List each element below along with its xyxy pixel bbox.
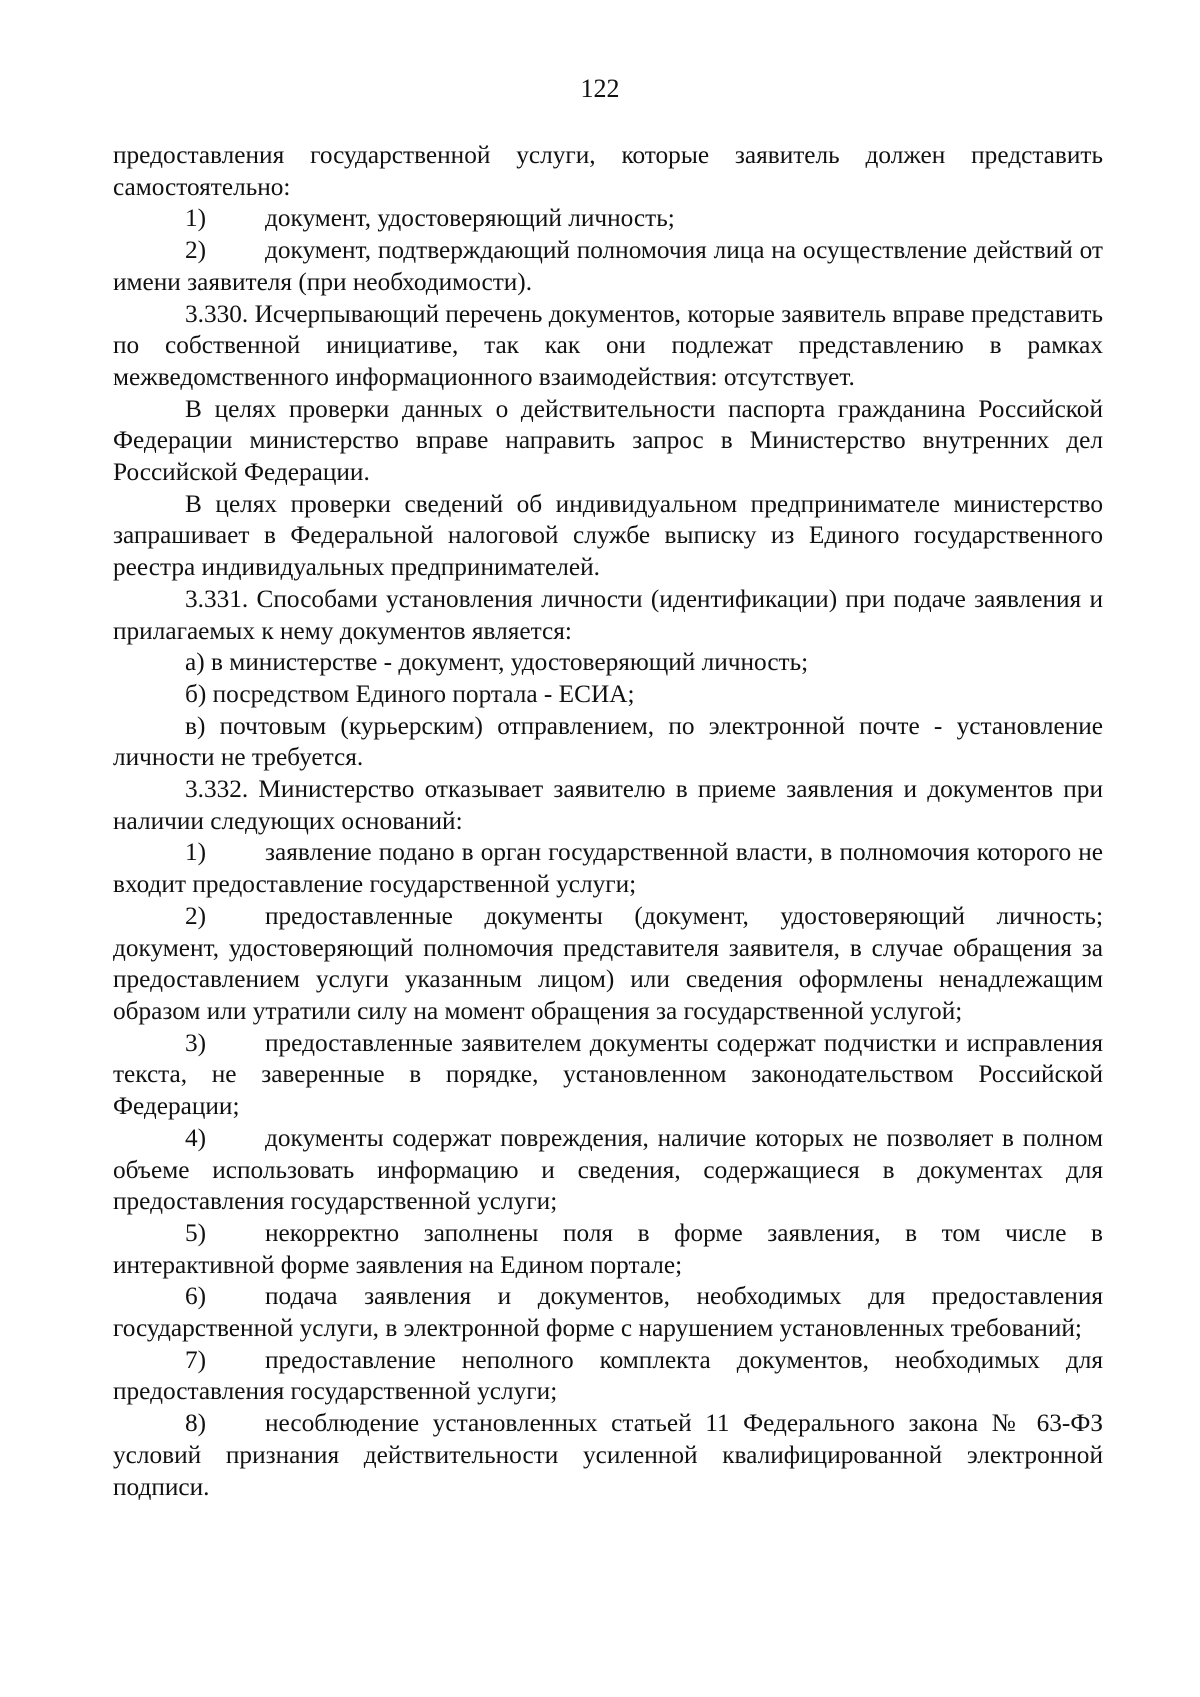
list-item (113, 1408, 1103, 1503)
list-item (113, 1123, 1103, 1218)
list-item-text: предоставление неполного комплекта документов, необходимых для предоставления государственной услуги; (113, 1345, 1103, 1406)
paragraph-3-332: 3.332. Министерство отказывает заявителю в приеме заявления и документов при наличии следующих оснований: (113, 775, 1103, 835)
paragraph-option-a: а) в министерстве - документ, удостоверяющий личность; (185, 648, 809, 677)
list-item-text: заявление подано в орган государственной власти, в полномочия которого не входит предоставление государственной услуги; (113, 838, 1103, 899)
list-item-text: предоставленные документы (документ, удостоверяющий личность; документ, удостоверяющий полномочия представителя заявителя, в случае обращения за предоставлением услуги указанным лицом) или сведения оформлены ненадлежащим образом или утратили силу на момент обращения за государственной услугой; (113, 901, 1103, 1025)
list-item-text: документ, удостоверяющий личность; (265, 204, 675, 233)
paragraph-passport-check: В целях проверки данных о действительности паспорта гражданина Российской Федерации министерство вправе направить запрос в Министерство внутренних дел Российской Федерации. (113, 394, 1103, 487)
list-item-number: 7) (185, 1345, 207, 1374)
list-item-number: 8) (185, 1409, 207, 1438)
list-item-number: 4) (185, 1123, 207, 1152)
list-item (113, 1345, 1103, 1408)
list-item-number: 6) (185, 1282, 207, 1311)
paragraph-3-330: 3.330. Исчерпывающий перечень документов, которые заявитель вправе представить по собственной инициативе, так как они подлежат представлению в рамках межведомственного информационного взаимодействия: отсутствует. (113, 299, 1103, 391)
document-body (113, 140, 1103, 1503)
list-item-number: 5) (185, 1218, 207, 1247)
list-item (113, 1218, 1103, 1281)
list-item (113, 235, 1103, 298)
list-item-text: документы содержат повреждения, наличие которых не позволяет в полном объеме использовать информацию и сведения, содержащиеся в документах для предоставления государственной услуги; (113, 1123, 1103, 1216)
list-item (113, 837, 1103, 900)
list-item-text: предоставленные заявителем документы содержат подчистки и исправления текста, не заверенные в порядке, установленном законодательством Российской Федерации; (113, 1028, 1103, 1121)
paragraph-option-b: б) посредством Единого портала - ЕСИА; (185, 679, 635, 708)
list-item-text: подача заявления и документов, необходимых для предоставления государственной услуги, в электронной форме с нарушением установленных требований; (113, 1282, 1103, 1343)
list-item-text: документ, подтверждающий полномочия лица на осуществление действий от имени заявителя (при необходимости). (113, 236, 1103, 296)
list-item-number: 2) (185, 901, 207, 930)
list-item-number: 3) (185, 1028, 207, 1057)
list-item (113, 1028, 1103, 1123)
paragraph-3-331: 3.331. Способами установления личности (идентификации) при подаче заявления и прилагаемых к нему документов является: (113, 584, 1103, 645)
list-item-number: 1) (185, 838, 207, 867)
paragraph-entrepreneur-check: В целях проверки сведений об индивидуальном предпринимателе министерство запрашивает в Федеральной налоговой службе выписку из Единого государственного реестра индивидуальных предпринимателей. (113, 489, 1103, 582)
list-item-text: несоблюдение установленных статьей 11 Федерального закона № 63-ФЗ условий признания действительности усиленной квалифицированной электронной подписи. (113, 1409, 1103, 1501)
list-item (113, 1281, 1103, 1344)
list-item (113, 203, 1103, 235)
paragraph-continuation: предоставления государственной услуги, которые заявитель должен представить самостоятельно: (113, 141, 1103, 201)
page-number: 122 (580, 74, 620, 103)
list-item-number: 1) (185, 204, 207, 233)
list-item (113, 901, 1103, 1028)
list-item-text: некорректно заполнены поля в форме заявления, в том числе в интерактивной форме заявления на Едином портале; (113, 1218, 1103, 1279)
list-item-number: 2) (185, 236, 207, 265)
paragraph-option-c: в) почтовым (курьерским) отправлением, по электронной почте - установление личности не требуется. (113, 711, 1103, 772)
